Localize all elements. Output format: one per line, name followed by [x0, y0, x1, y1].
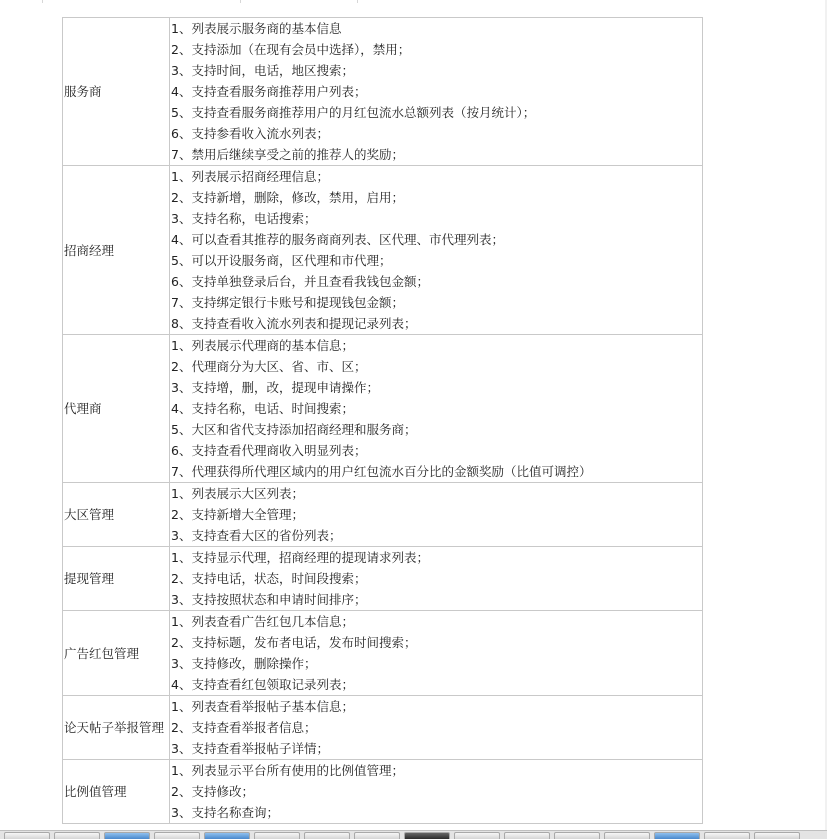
list-item: 1、列表查看举报帖子基本信息；	[171, 699, 354, 714]
table-row	[63, 335, 703, 483]
list-item: 2、支持标题，发布者电话，发布时间搜索；	[171, 635, 417, 650]
list-item: 3、支持名称查询；	[171, 805, 279, 820]
list-item: 8、支持查看收入流水列表和提现记录列表；	[171, 316, 417, 331]
list-item: 3、支持查看大区的省份列表；	[171, 528, 342, 543]
list-item: 3、支持按照状态和申请时间排序；	[171, 592, 367, 607]
list-item: 4、支持名称，电话、时间搜索；	[171, 401, 354, 416]
module-name-cell: 招商经理	[63, 166, 170, 335]
list-item: 2、支持修改；	[171, 784, 254, 799]
table-row	[63, 696, 703, 760]
list-item: 1、列表展示大区列表；	[171, 486, 304, 501]
list-item: 6、支持查看代理商收入明显列表；	[171, 443, 367, 458]
taskbar-button[interactable]	[754, 832, 800, 839]
taskbar-button[interactable]	[604, 832, 650, 839]
list-item: 2、代理商分为大区、省、市、区；	[171, 359, 367, 374]
feature-list-cell	[170, 760, 703, 824]
list-item: 3、支持时间，电话，地区搜索；	[171, 63, 354, 78]
taskbar-button[interactable]	[154, 832, 200, 839]
tab-edge	[240, 0, 271, 3]
list-item: 2、支持添加（在现有会员中选择），禁用；	[171, 42, 411, 57]
module-name-cell: 广告红包管理	[63, 611, 170, 696]
requirements-table	[62, 17, 703, 824]
table-row	[63, 483, 703, 547]
list-item: 7、禁用后继续享受之前的推荐人的奖励；	[171, 147, 404, 162]
list-item: 6、支持单独登录后台，并且查看我钱包金额；	[171, 274, 429, 289]
taskbar-button[interactable]	[504, 832, 550, 839]
taskbar	[0, 830, 827, 839]
list-item: 2、支持新增大全管理；	[171, 507, 304, 522]
list-item: 1、列表显示平台所有使用的比例值管理；	[171, 763, 404, 778]
list-item: 1、列表展示招商经理信息；	[171, 169, 329, 184]
taskbar-button[interactable]	[454, 832, 500, 839]
feature-list-cell	[170, 696, 703, 760]
tab-edge	[357, 0, 388, 3]
module-name-cell: 服务商	[63, 18, 170, 166]
list-item: 5、支持查看服务商推荐用户的月红包流水总额列表（按月统计）；	[171, 105, 536, 120]
list-item: 4、可以查看其推荐的服务商商列表、区代理、市代理列表；	[171, 232, 504, 247]
taskbar-button[interactable]	[654, 832, 700, 839]
list-item: 6、支持参看收入流水列表；	[171, 126, 329, 141]
list-item: 4、支持查看红包领取记录列表；	[171, 677, 354, 692]
table-row	[63, 547, 703, 611]
taskbar-button[interactable]	[104, 832, 150, 839]
list-item: 7、支持绑定银行卡账号和提现钱包金额；	[171, 295, 404, 310]
taskbar-button[interactable]	[304, 832, 350, 839]
list-item: 1、列表查看广告红包几本信息；	[171, 614, 354, 629]
list-item: 3、支持修改，删除操作；	[171, 656, 317, 671]
browser-tab-strip	[0, 0, 827, 4]
list-item: 3、支持查看举报帖子详情；	[171, 741, 329, 756]
list-item: 7、代理获得所代理区域内的用户红包流水百分比的金额奖励（比值可调控）	[171, 464, 592, 479]
list-item: 3、支持增，删，改，提现申请操作；	[171, 380, 379, 395]
list-item: 1、支持显示代理，招商经理的提现请求列表；	[171, 550, 429, 565]
list-item: 2、支持查看举报者信息；	[171, 720, 317, 735]
module-name-cell: 大区管理	[63, 483, 170, 547]
tab-edge	[42, 0, 73, 3]
table-row	[63, 611, 703, 696]
feature-list-cell	[170, 547, 703, 611]
taskbar-button[interactable]	[54, 832, 100, 839]
taskbar-button[interactable]	[204, 832, 250, 839]
table-row	[63, 166, 703, 335]
list-item: 1、列表展示代理商的基本信息；	[171, 338, 354, 353]
feature-list-cell	[170, 18, 703, 166]
table-row	[63, 18, 703, 166]
list-item: 4、支持查看服务商推荐用户列表；	[171, 84, 367, 99]
taskbar-button[interactable]	[254, 832, 300, 839]
feature-list-cell	[170, 483, 703, 547]
table-row	[63, 760, 703, 824]
module-name-cell: 提现管理	[63, 547, 170, 611]
list-item: 1、列表展示服务商的基本信息	[171, 21, 342, 36]
list-item: 3、支持名称，电话搜索；	[171, 211, 317, 226]
module-name-cell: 比例值管理	[63, 760, 170, 824]
taskbar-button[interactable]	[554, 832, 600, 839]
feature-list-cell	[170, 166, 703, 335]
list-item: 2、支持电话，状态，时间段搜索；	[171, 571, 367, 586]
list-item: 5、可以开设服务商，区代理和市代理；	[171, 253, 392, 268]
feature-list-cell	[170, 335, 703, 483]
taskbar-button[interactable]	[404, 832, 450, 839]
taskbar-button[interactable]	[354, 832, 400, 839]
taskbar-button[interactable]	[4, 832, 50, 839]
module-name-cell: 代理商	[63, 335, 170, 483]
list-item: 2、支持新增，删除，修改，禁用，启用；	[171, 190, 404, 205]
feature-list-cell	[170, 611, 703, 696]
taskbar-button[interactable]	[704, 832, 750, 839]
list-item: 5、大区和省代支持添加招商经理和服务商；	[171, 422, 417, 437]
module-name-cell: 论天帖子举报管理	[63, 696, 170, 760]
